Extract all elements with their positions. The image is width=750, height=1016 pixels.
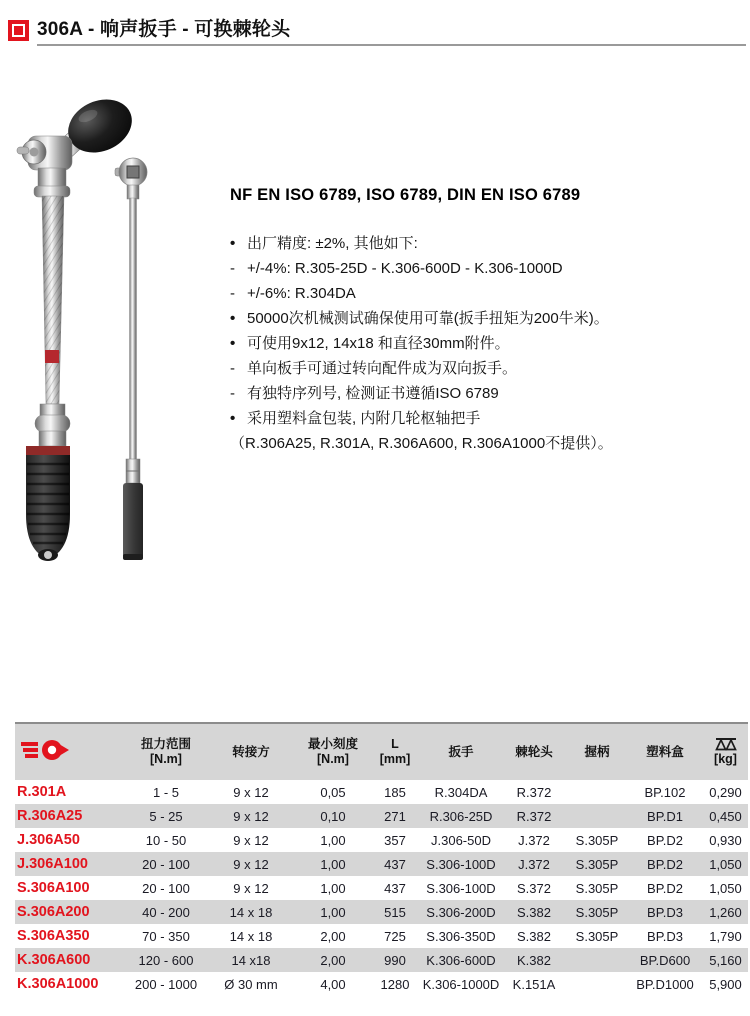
spec-cell [567, 780, 627, 804]
spec-table-body [15, 780, 748, 996]
spec-cell: 1,00 [320, 832, 346, 848]
feature-item [230, 306, 746, 331]
spec-cell: S.306-350D [426, 928, 496, 944]
brand-logo-icon [19, 739, 74, 761]
bullet-marker: - [230, 260, 235, 277]
torque-wrench-illustration [12, 88, 227, 608]
product-ref: K.306A1000 [17, 976, 99, 992]
spec-cell: 9 x 12 [205, 852, 297, 876]
product-ref: S.306A350 [17, 928, 90, 944]
col-header-drive: 转接方 [205, 723, 297, 780]
spec-cell: J.372 [501, 852, 567, 876]
spec-cell: 990 [369, 948, 421, 972]
bullet-marker: • [230, 335, 236, 352]
spec-row [15, 852, 748, 876]
spec-cell: S.305P [567, 900, 627, 924]
product-photo [12, 88, 227, 608]
spec-cell: S.382 [501, 900, 567, 924]
spec-row [15, 900, 748, 924]
col-header-handle: 握柄 [567, 723, 627, 780]
feature-text: 采用塑料盒包装, 内附几轮枢轴把手 [247, 410, 481, 427]
spec-cell: 14 x 18 [229, 928, 273, 944]
section-marker-icon [8, 20, 29, 41]
spec-cell: K.306-1000D [422, 976, 500, 992]
spec-cell: 10 - 50 [145, 832, 187, 848]
spec-cell: R.372 [501, 804, 567, 828]
brand-logo-cell [15, 723, 127, 780]
spec-cell: BP.D2 [627, 852, 703, 876]
spec-cell: S.305P [567, 852, 627, 876]
feature-text: 出厂精度: ±2%, 其他如下: [247, 235, 418, 252]
spec-cell: R.372 [516, 784, 552, 800]
spec-cell: BP.D1000 [636, 976, 694, 992]
feature-item [230, 281, 746, 306]
spec-cell [567, 948, 627, 972]
spec-row [15, 948, 748, 972]
product-ref: S.306A200 [15, 900, 127, 924]
spec-cell: S.306-200D [421, 900, 501, 924]
spec-cell: S.305P [575, 928, 619, 944]
feature-item [230, 381, 746, 406]
spec-cell: J.306-50D [431, 832, 491, 848]
spec-cell: 437 [369, 852, 421, 876]
spec-cell: K.151A [512, 976, 556, 992]
spec-cell: 4,00 [320, 976, 346, 992]
feature-list [230, 231, 746, 456]
product-ref: R.306A25 [15, 804, 127, 828]
spec-cell: BP.D2 [647, 880, 683, 896]
spec-row [15, 972, 748, 996]
spec-cell: 40 - 200 [127, 900, 205, 924]
wrench-slim [115, 158, 147, 560]
product-ref: K.306A600 [15, 948, 127, 972]
col-header-torque-range: 扭力范围 [N.m] [127, 723, 205, 780]
feature-text: +/-6%: R.304DA [247, 285, 356, 302]
spec-cell: R.306-25D [421, 804, 501, 828]
spec-cell: S.372 [517, 880, 551, 896]
spec-cell [567, 972, 627, 996]
feature-text: +/-4%: R.305-25D - K.306-600D - K.306-1000D [247, 260, 563, 277]
spec-cell: 1280 [380, 976, 410, 992]
feature-text: 可使用9x12, 14x18 和直径30mm附件。 [247, 335, 510, 352]
spec-cell: 1,00 [297, 900, 369, 924]
spec-cell: 5,900 [709, 976, 742, 992]
spec-cell: 20 - 100 [127, 852, 205, 876]
standards-heading: NF EN ISO 6789, ISO 6789, DIN EN ISO 6789 [230, 186, 581, 204]
spec-row [15, 828, 748, 852]
product-info [230, 186, 746, 456]
spec-row [15, 924, 748, 948]
feature-text: 有独特序列号, 检测证书遵循ISO 6789 [247, 385, 499, 402]
feature-item [230, 356, 746, 381]
spec-cell: 1,00 [297, 852, 369, 876]
bullet-marker: • [230, 410, 236, 427]
spec-cell: 14 x18 [205, 948, 297, 972]
spec-cell: 1,050 [703, 852, 748, 876]
spec-row [15, 876, 748, 900]
spec-cell: S.305P [575, 880, 619, 896]
spec-cell: 0,05 [320, 784, 346, 800]
spec-cell: K.306-600D [421, 948, 501, 972]
spec-cell: 120 - 600 [127, 948, 205, 972]
spec-cell: R.304DA [434, 784, 488, 800]
bullet-marker: • [230, 310, 236, 327]
col-header-weight: [kg] [703, 723, 748, 780]
feature-text: 单向板手可通过转向配件成为双向扳手。 [247, 360, 518, 377]
spec-cell: BP.D2 [647, 832, 683, 848]
feature-item [230, 231, 746, 256]
page-title: 306A - 响声扳手 - 可换棘轮头 [37, 18, 746, 46]
product-ref: J.306A100 [15, 852, 127, 876]
spec-table-header [15, 723, 748, 780]
feature-text: 50000次机械测试确保使用可靠(扳手扭矩为200牛米)。 [247, 310, 609, 327]
wrench-large [17, 90, 140, 561]
bullet-marker: - [230, 385, 235, 402]
spec-cell: 357 [384, 832, 406, 848]
spec-cell: 0,10 [297, 804, 369, 828]
spec-cell: 1 - 5 [152, 784, 179, 800]
spec-cell: 9 x 12 [205, 804, 297, 828]
spec-cell: Ø 30 mm [224, 976, 278, 992]
spec-cell: S.382 [517, 928, 551, 944]
spec-cell: 9 x 12 [233, 880, 269, 896]
spec-cell: 1,00 [320, 880, 346, 896]
bullet-marker: - [230, 285, 235, 302]
spec-cell: BP.D1 [627, 804, 703, 828]
product-ref: J.306A50 [17, 832, 80, 848]
spec-cell: 0,930 [709, 832, 742, 848]
col-header-wrench: 扳手 [421, 723, 501, 780]
spec-cell: 9 x 12 [233, 784, 269, 800]
spec-cell: 271 [369, 804, 421, 828]
spec-cell: 14 x 18 [205, 900, 297, 924]
spec-cell: 20 - 100 [142, 880, 190, 896]
spec-cell: S.306-100D [426, 880, 496, 896]
spec-cell: BP.D600 [627, 948, 703, 972]
feature-item [230, 256, 746, 281]
spec-cell: 2,00 [320, 928, 346, 944]
spec-cell: 515 [369, 900, 421, 924]
spec-table [15, 722, 748, 996]
bullet-marker: • [230, 235, 236, 252]
spec-cell: 185 [384, 784, 406, 800]
weight-scale-icon [714, 737, 738, 751]
spec-cell [567, 804, 627, 828]
spec-cell: 437 [384, 880, 406, 896]
spec-cell: 5 - 25 [127, 804, 205, 828]
spec-cell: 725 [384, 928, 406, 944]
spec-cell: K.382 [501, 948, 567, 972]
col-header-ratchet-head: 棘轮头 [501, 723, 567, 780]
spec-cell: J.372 [518, 832, 550, 848]
spec-cell: S.306-100D [421, 852, 501, 876]
feature-item [230, 431, 746, 456]
spec-cell: 0,450 [703, 804, 748, 828]
spec-cell: 200 - 1000 [134, 976, 198, 992]
feature-item [230, 331, 746, 356]
spec-cell: 0,290 [709, 784, 742, 800]
spec-row [15, 780, 748, 804]
bullet-marker: - [230, 360, 235, 377]
spec-cell: 2,00 [297, 948, 369, 972]
spec-cell: 1,260 [703, 900, 748, 924]
spec-row [15, 804, 748, 828]
spec-cell: BP.102 [644, 784, 686, 800]
col-header-length: L [mm] [369, 723, 421, 780]
page-header [8, 18, 746, 46]
spec-cell: 1,050 [709, 880, 742, 896]
spec-cell: BP.D3 [647, 928, 683, 944]
feature-item [230, 406, 746, 431]
spec-cell: 9 x 12 [233, 832, 269, 848]
spec-cell: S.305P [575, 832, 619, 848]
spec-cell: 70 - 350 [142, 928, 190, 944]
product-ref: S.306A100 [17, 880, 90, 896]
product-ref: R.301A [17, 784, 67, 800]
feature-text: （R.306A25, R.301A, R.306A600, R.306A1000不提供）。 [230, 435, 613, 452]
spec-cell: BP.D3 [627, 900, 703, 924]
col-header-plastic-box: 塑料盒 [627, 723, 703, 780]
col-header-graduation: 最小刻度 [N.m] [297, 723, 369, 780]
spec-cell: 5,160 [703, 948, 748, 972]
spec-cell: 1,790 [709, 928, 742, 944]
